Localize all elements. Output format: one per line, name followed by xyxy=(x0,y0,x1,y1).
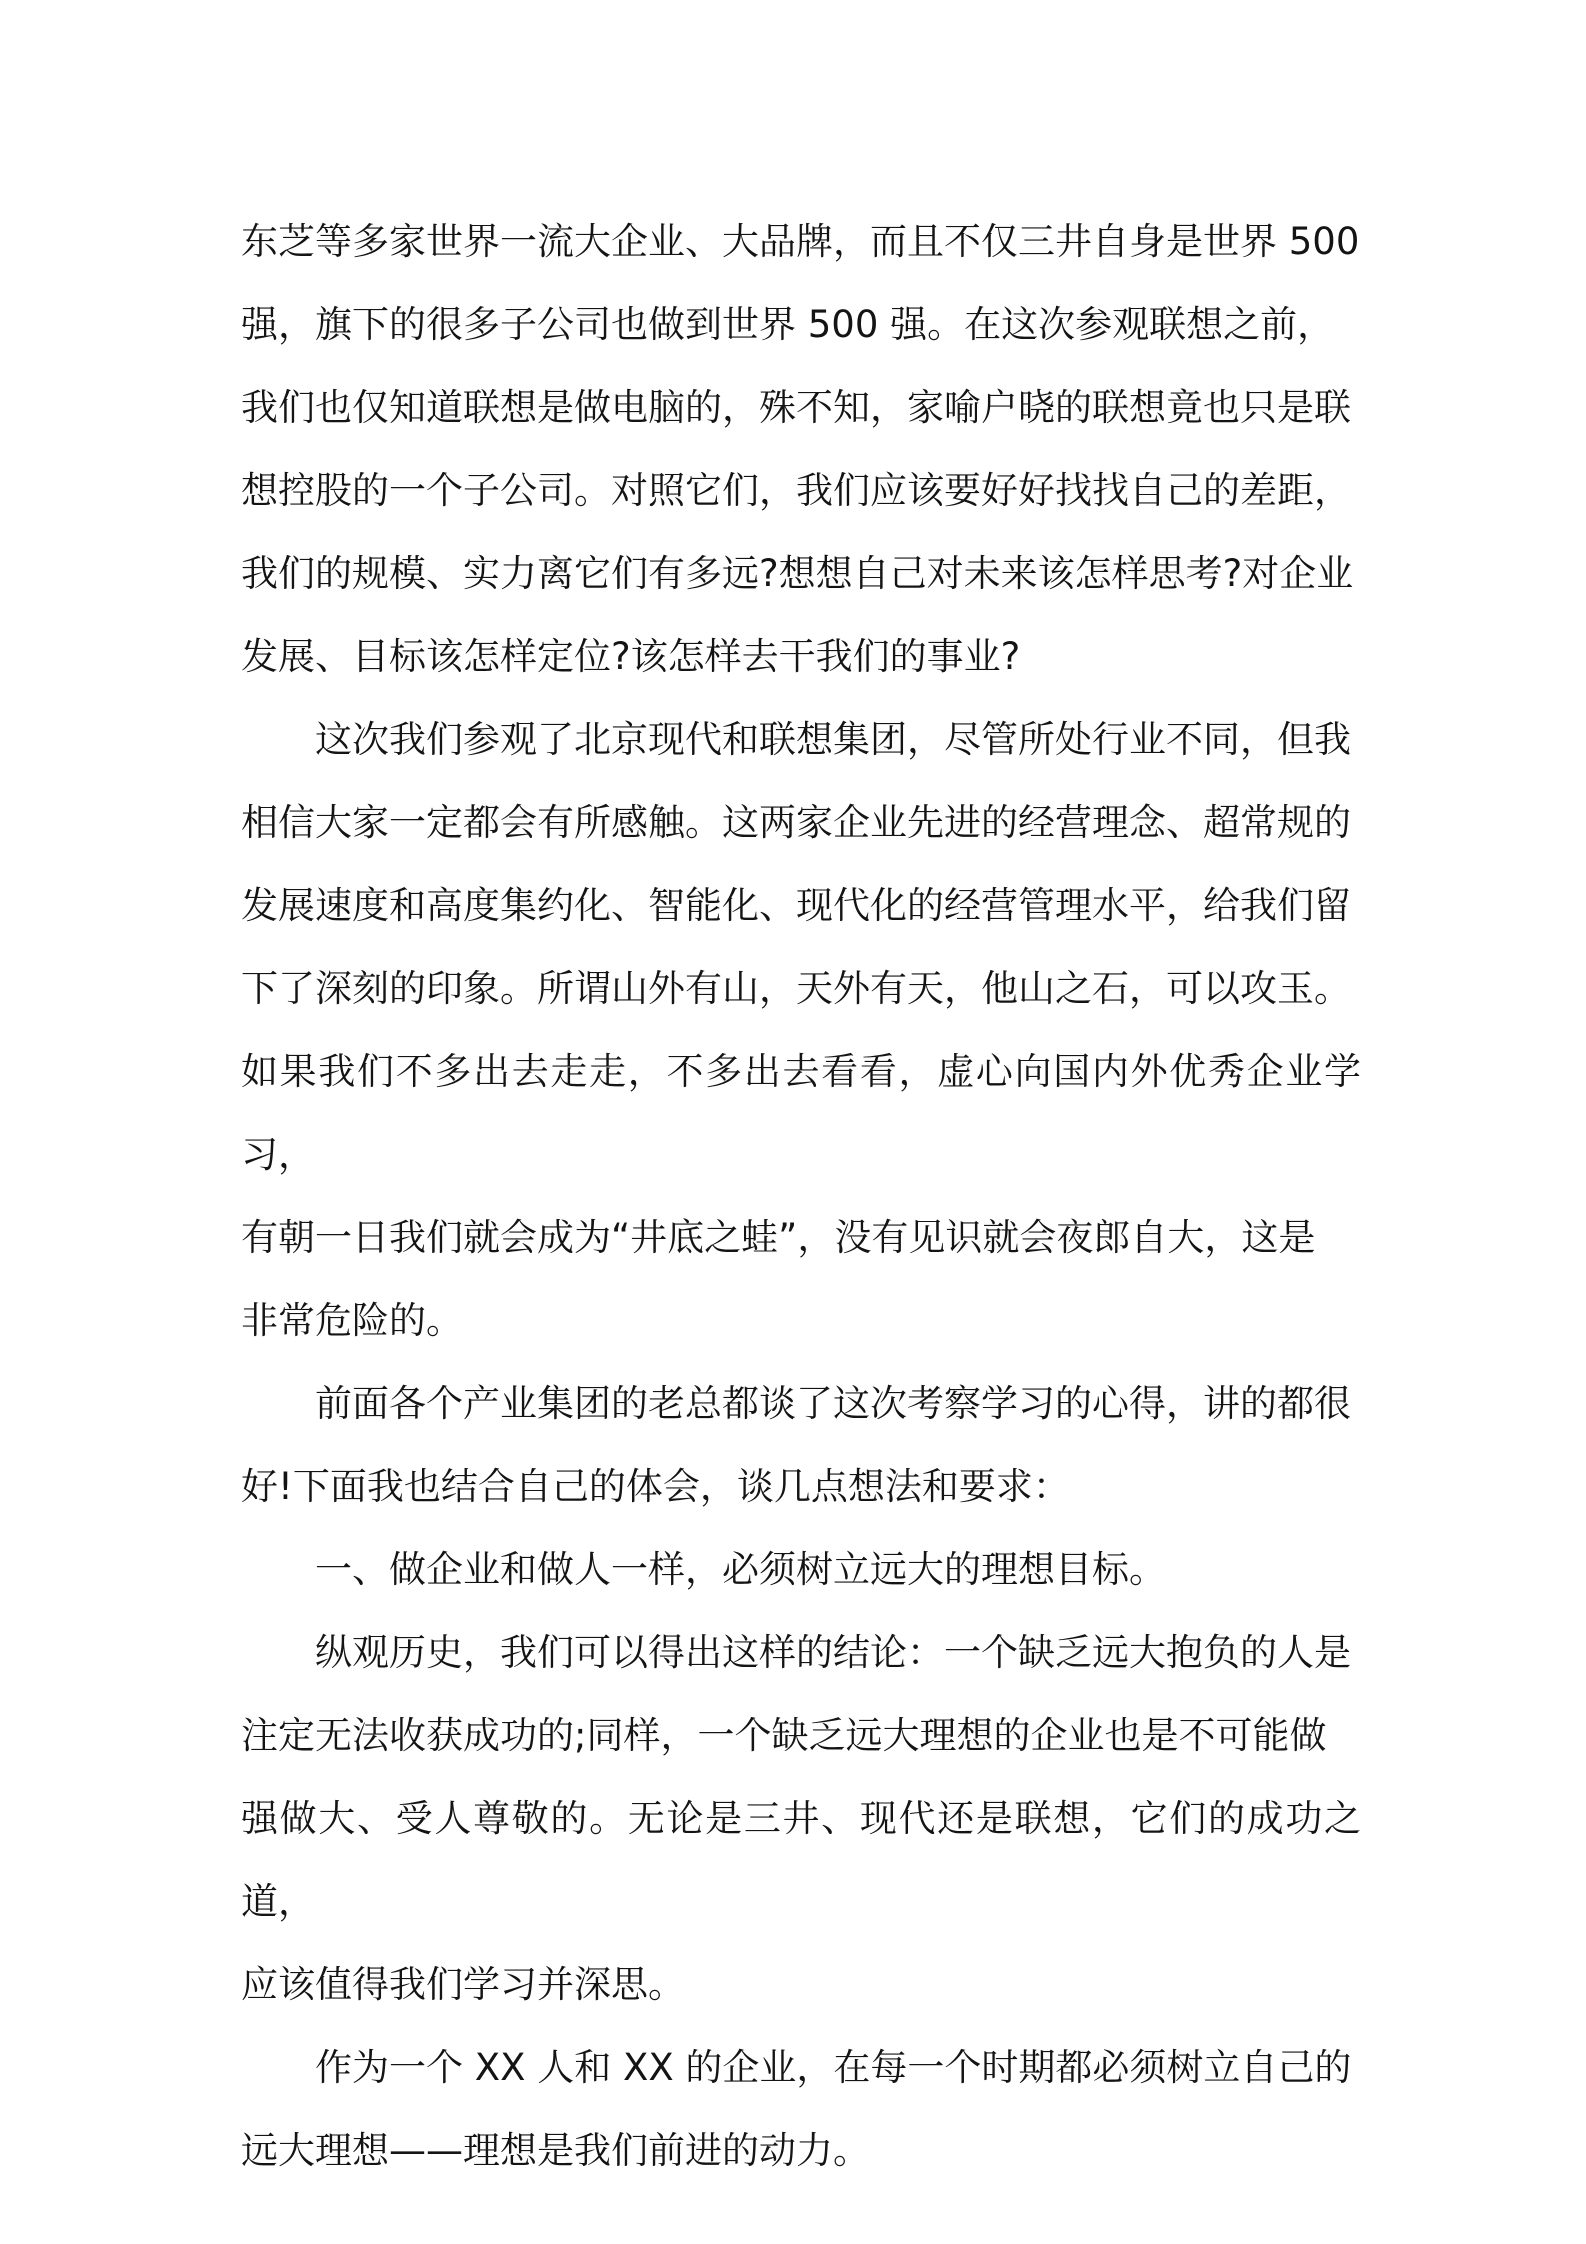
paragraph-6 xyxy=(241,2026,1361,2192)
paragraph-5-line-4: 应该值得我们学习并深思。 xyxy=(241,1963,685,2006)
paragraph-2-line-2: 相信大家一定都会有所感触。这两家企业先进的经营理念、超常规的 xyxy=(241,801,1351,844)
paragraph-6-line-1: 作为一个 XX 人和 XX 的企业，在每一个时期都必须树立自己的 xyxy=(315,2046,1352,2089)
paragraph-3-line-1: 前面各个产业集团的老总都谈了这次考察学习的心得，讲的都很 xyxy=(315,1382,1351,1425)
paragraph-5-line-3: 强做大、受人尊敬的。无论是三井、现代还是联想，它们的成功之道， xyxy=(241,1797,1361,1923)
paragraph-3-line-2: 好!下面我也结合自己的体会，谈几点想法和要求： xyxy=(241,1465,1070,1508)
paragraph-1-line-5: 我们的规模、实力离它们有多远?想想自己对未来该怎样思考?对企业 xyxy=(241,552,1354,595)
paragraph-2-line-1: 这次我们参观了北京现代和联想集团，尽管所处行业不同，但我 xyxy=(315,718,1351,761)
document-body xyxy=(241,200,1361,2192)
paragraph-2-line-3: 发展速度和高度集约化、智能化、现代化的经营管理水平，给我们留 xyxy=(241,884,1351,927)
paragraph-6-line-2: 远大理想——理想是我们前进的动力。 xyxy=(241,2129,870,2172)
paragraph-2-line-6: 有朝一日我们就会成为“井底之蛙”，没有见识就会夜郎自大，这是 xyxy=(241,1216,1316,1259)
paragraph-1-line-4: 想控股的一个子公司。对照它们，我们应该要好好找找自己的差距， xyxy=(241,469,1351,512)
paragraph-2-line-7: 非常危险的。 xyxy=(241,1299,463,1342)
paragraph-1 xyxy=(241,200,1361,698)
paragraph-1-line-6: 发展、目标该怎样定位?该怎样去干我们的事业? xyxy=(241,635,1021,678)
paragraph-5 xyxy=(241,1611,1361,2026)
paragraph-2-line-5: 如果我们不多出去走走，不多出去看看，虚心向国内外优秀企业学习， xyxy=(241,1050,1361,1176)
section-heading-1-text: 一、做企业和做人一样，必须树立远大的理想目标。 xyxy=(315,1548,1166,1591)
paragraph-5-line-2: 注定无法收获成功的;同样，一个缺乏远大理想的企业也是不可能做 xyxy=(241,1714,1327,1757)
paragraph-1-line-3: 我们也仅知道联想是做电脑的，殊不知，家喻户晓的联想竟也只是联 xyxy=(241,386,1351,429)
paragraph-2-line-4: 下了深刻的印象。所谓山外有山，天外有天，他山之石，可以攻玉。 xyxy=(241,967,1351,1010)
section-heading-1 xyxy=(241,1528,1361,1611)
paragraph-2 xyxy=(241,698,1361,1362)
paragraph-1-line-1: 东芝等多家世界一流大企业、大品牌，而且不仅三井自身是世界 500 xyxy=(241,220,1360,263)
paragraph-1-line-2: 强，旗下的很多子公司也做到世界 500 强。在这次参观联想之前， xyxy=(241,303,1335,346)
paragraph-3 xyxy=(241,1362,1361,1528)
paragraph-5-line-1: 纵观历史，我们可以得出这样的结论：一个缺乏远大抱负的人是 xyxy=(315,1631,1351,1674)
